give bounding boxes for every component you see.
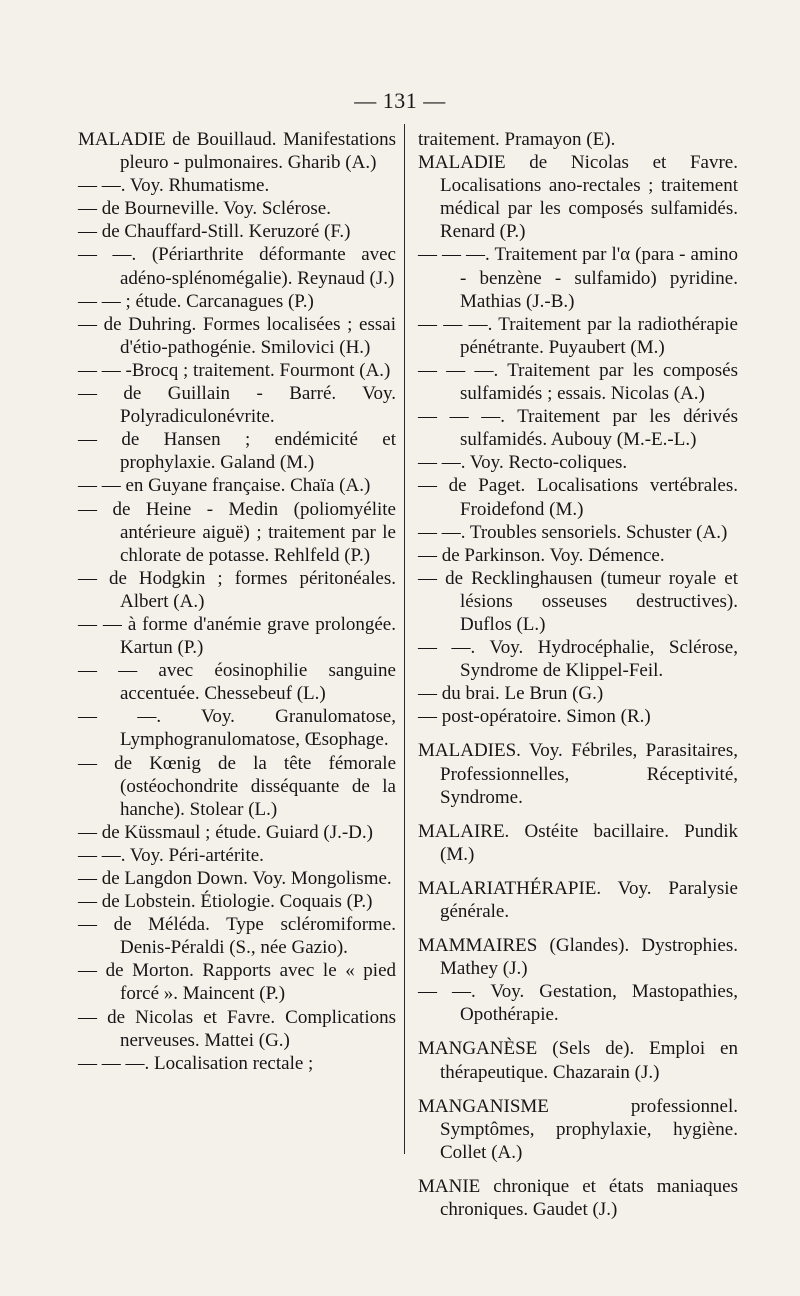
index-entry: — de Küssmaul ; étude. Guiard (J.-D.) <box>78 821 373 843</box>
index-entry: — de Kœnig de la tête fémorale (ostéochondrite disséquante de la hanche). Stolear (L.) <box>78 752 396 820</box>
index-entry: — —. Troubles sensoriels. Schuster (A.) <box>418 521 728 543</box>
index-entry: — —. Voy. Hydrocéphalie, Sclérose, Syndrome de Klippel-Feil. <box>418 637 738 682</box>
index-entry: — de Heine - Medin (poliomyélite antérieure aiguë) ; traitement par le chlorate de potasse. Rehlfeld (P.) <box>78 498 396 566</box>
index-entry: — de Duhring. Formes localisées ; essai d'étio-pathogénie. Smilovici (H.) <box>78 313 396 358</box>
page-number: — 131 — <box>354 88 446 113</box>
index-entry: — du brai. Le Brun (G.) <box>418 683 604 705</box>
index-entry: — — —. Localisation rectale ; <box>78 1052 314 1074</box>
index-entry: — de Hansen ; endémicité et prophylaxie. Galand (M.) <box>78 429 396 474</box>
index-entry: — — ; étude. Carcanagues (P.) <box>78 290 314 312</box>
index-entry: MALADIE de Bouillaud. Manifestations pleuro - pulmonaires. Gharib (A.) <box>78 129 396 174</box>
index-entry: — — —. Traitement par la radiothérapie pénétrante. Puyaubert (M.) <box>418 313 738 358</box>
index-entry: — —. Voy. Granulomatose, Lymphogranulomatose, Œsophage. <box>78 706 396 751</box>
index-entry: — —. Voy. Recto-coliques. <box>418 452 628 474</box>
index-entry: — —. Voy. Rhumatisme. <box>78 175 270 197</box>
index-entry: — de Bourneville. Voy. Sclérose. <box>78 198 331 220</box>
index-entry: — de Chauffard-Still. Keruzoré (F.) <box>78 221 351 243</box>
index-entry: MANIE chronique et états maniaques chroniques. Gaudet (J.) <box>418 1175 738 1221</box>
index-entry: — — à forme d'anémie grave prolongée. Kartun (P.) <box>78 613 396 659</box>
index-entry: — de Lobstein. Étiologie. Coquais (P.) <box>78 891 373 913</box>
index-entry: — —. (Périarthrite déformante avec adéno-splénomégalie). Reynaud (J.) <box>78 244 396 289</box>
index-entry: traitement. Pramayon (E). <box>418 129 616 150</box>
index-entry: MALARIATHÉRAPIE. Voy. Paralysie générale. <box>418 877 738 922</box>
left-column <box>78 128 396 1075</box>
index-entry: MALAIRE. Ostéite bacillaire. Pundik (M.) <box>418 820 738 865</box>
index-entry: — — —. Traitement par les dérivés sulfamidés. Aubouy (M.-E.-L.) <box>418 406 738 451</box>
index-entry: — — avec éosinophilie sanguine accentuée. Chessebeuf (L.) <box>78 660 396 705</box>
index-entry: — de Nicolas et Favre. Complications nerveuses. Mattei (G.) <box>78 1006 396 1051</box>
index-entry: — post-opératoire. Simon (R.) <box>418 706 651 728</box>
right-column <box>418 128 738 1221</box>
index-entry: — —. Voy. Péri-artérite. <box>78 844 264 866</box>
index-entry: — de Langdon Down. Voy. Mongolisme. <box>78 868 392 889</box>
index-entry: — — en Guyane française. Chaïa (A.) <box>78 475 371 497</box>
index-entry: — de Morton. Rapports avec le « pied forcé ». Maincent (P.) <box>78 960 396 1005</box>
index-entry: — de Guillain - Barré. Voy. Polyradiculonévrite. <box>78 383 396 428</box>
index-entry: MALADIE de Nicolas et Favre. Localisations ano-rectales ; traitement médical par les composés sulfamidés. Renard (P.) <box>418 152 738 243</box>
index-entry: MAMMAIRES (Glandes). Dystrophies. Mathey (J.) <box>418 935 738 980</box>
index-entry: — — -Brocq ; traitement. Fourmont (A.) <box>78 359 391 381</box>
index-entry: MANGANÈSE (Sels de). Emploi en thérapeutique. Chazarain (J.) <box>418 1038 738 1083</box>
index-entry: — de Paget. Localisations vertébrales. Froidefond (M.) <box>418 475 738 520</box>
index-entry: — — —. Traitement par les composés sulfamidés ; essais. Nicolas (A.) <box>418 359 738 405</box>
index-entry: — de Méléda. Type scléromiforme. Denis-Péraldi (S., née Gazio). <box>78 914 396 959</box>
index-entry: — de Hodgkin ; formes péritonéales. Albert (A.) <box>78 567 396 612</box>
index-entry: — — —. Traitement par l'α (para - amino - benzène - sulfamido) pyridine. Mathias (J.-B.) <box>418 244 738 312</box>
index-entry: MALADIES. Voy. Fébriles, Parasitaires, Professionnelles, Réceptivité, Syndrome. <box>418 740 738 808</box>
index-entry: — —. Voy. Gestation, Mastopathies, Opothérapie. <box>418 981 738 1026</box>
index-entry: — de Recklinghausen (tumeur royale et lésions osseuses destructives). Duflos (L.) <box>418 567 738 635</box>
index-entry: MANGANISME professionnel. Symptômes, prophylaxie, hygiène. Collet (A.) <box>418 1095 738 1163</box>
column-divider <box>404 124 405 1154</box>
index-entry: — de Parkinson. Voy. Démence. <box>418 544 665 566</box>
